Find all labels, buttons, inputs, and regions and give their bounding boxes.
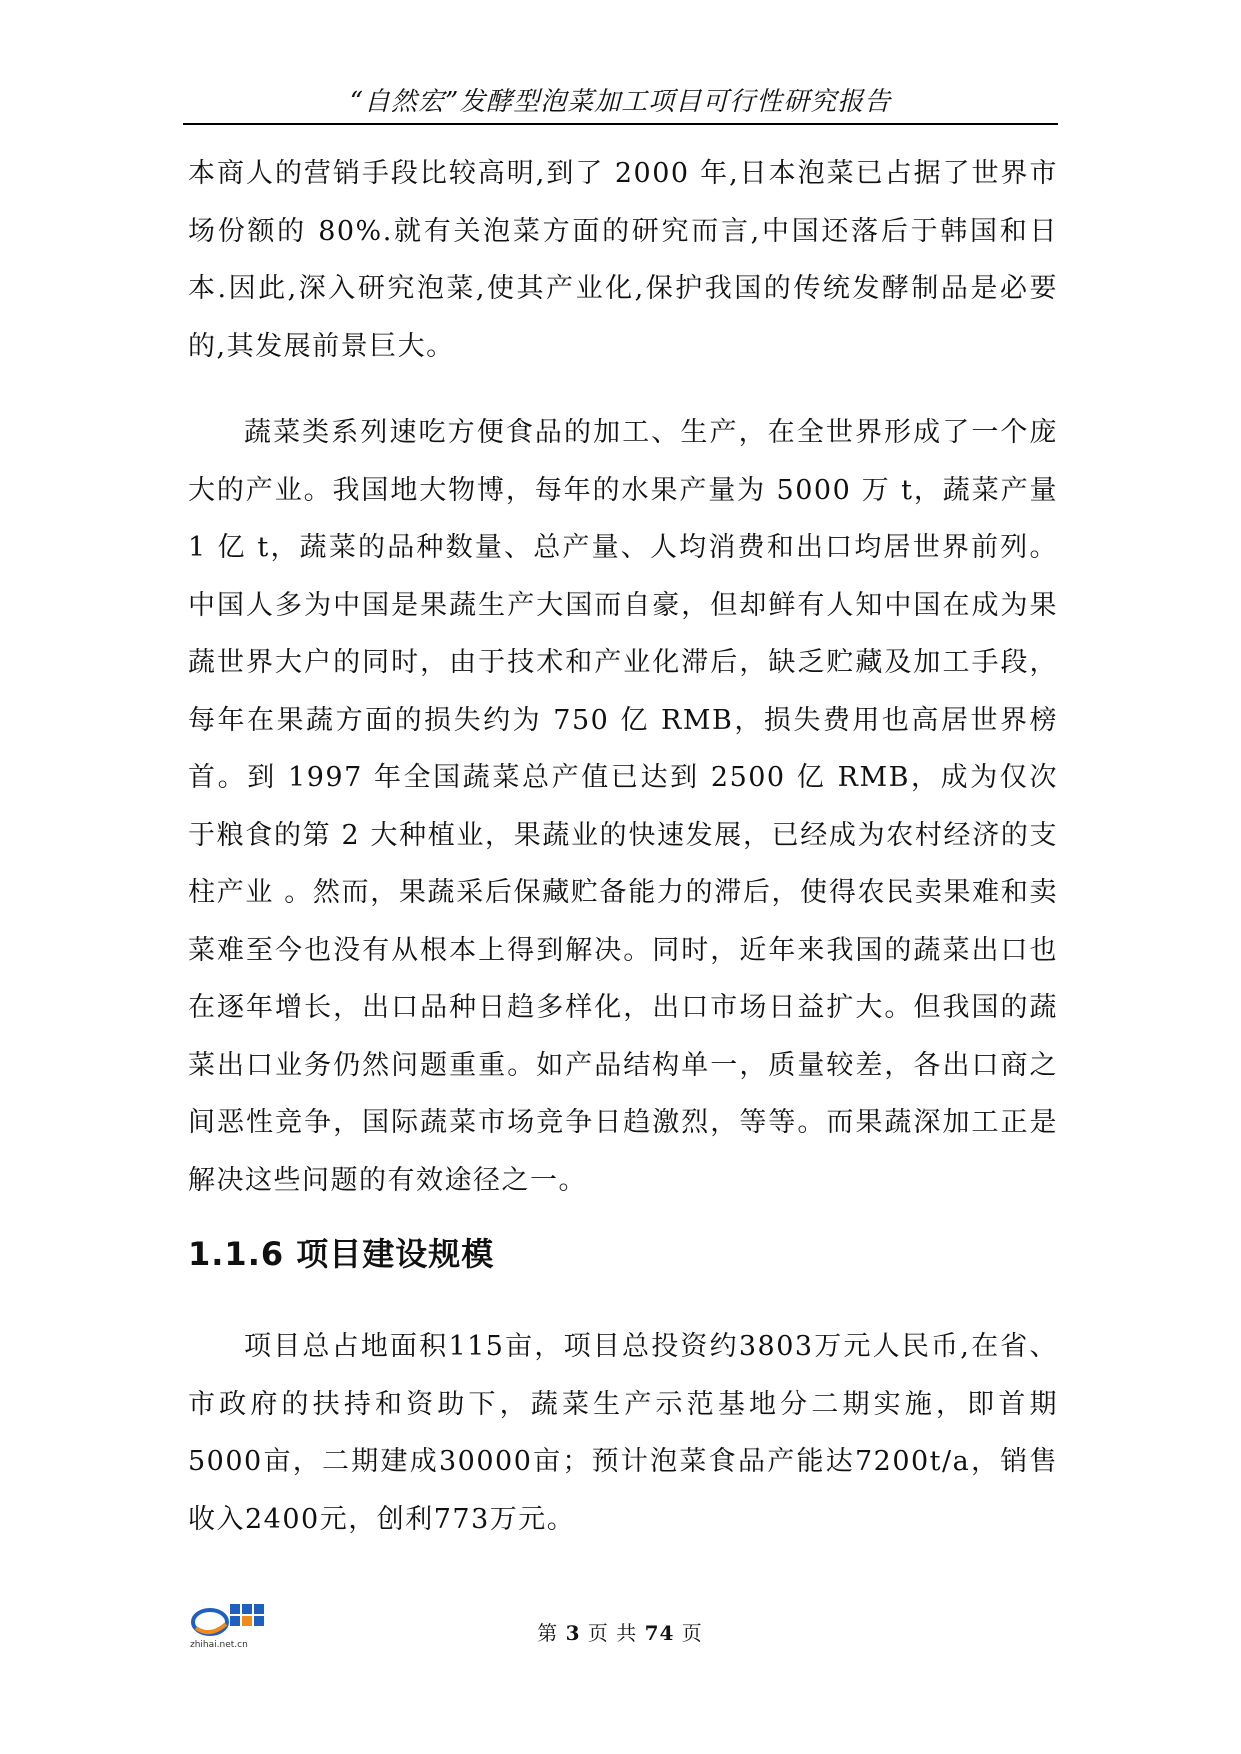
paragraph-vegetable-industry: 蔬菜类系列速吃方便食品的加工、生产，在全世界形成了一个庞大的产业。我国地大物博，每年的水果产量为 5000 万 t，蔬菜产量 1 亿 t，蔬菜的品种数量、总产量、人均消费和出口均居世界前列。中国人多为中国是果蔬生产大国而自豪，但却鲜有人知中国在成为果蔬世界大户的同时，由于技术和产业化滞后，缺乏贮藏及加工手段，每年在果蔬方面的损失约为 750 亿 RMB，损失费用也高居世界榜首。到 1997 年全国蔬菜总产值已达到 2500 亿 RMB，成为仅次于粮食的第 2 大种植业，果蔬业的快速发展，已经成为农村经济的支柱产业 。然而，果蔬采后保藏贮备能力的滞后，使得农民卖果难和卖菜难至今也没有从根本上得到解决。同时，近年来我国的蔬菜出口也在逐年增长，出口品种日趋多样化，出口市场日益扩大。但我国的蔬菜出口业务仍然问题重重。如产品结构单一，质量较差，各出口商之间恶性竞争，国际蔬菜市场竞争日趋激烈，等等。而果蔬深加工正是解决这些问题的有效途径之一。 [188, 417, 1058, 1196]
publisher-logo-icon [190, 1598, 268, 1644]
footer-suffix: 页 [681, 1621, 703, 1645]
footer-middle: 页 共 [587, 1621, 638, 1645]
footer-prefix: 第 [537, 1621, 559, 1645]
current-page-number: 3 [565, 1621, 581, 1645]
header-divider [183, 123, 1058, 125]
total-page-count: 74 [644, 1621, 675, 1645]
paragraph-project-scale: 项目总占地面积115亩，项目总投资约3803万元人民币,在省、市政府的扶持和资助下，蔬菜生产示范基地分二期实施，即首期5000亩，二期建成30000亩；预计泡菜食品产能达7200t/a，销售收入2400元，创利773万元。 [188, 1331, 1058, 1535]
paragraph-intro: 本商人的营销手段比较高明,到了 2000 年,日本泡菜已占据了世界市场份额的 80%.就有关泡菜方面的研究而言,中国还落后于韩国和日本.因此,深入研究泡菜,使其产业化,保护我国的传统发酵制品是必要的,其发展前景巨大。 [188, 158, 1058, 362]
report-header-title: “自然宏”发酵型泡菜加工项目可行性研究报告 [349, 87, 892, 117]
page-number-footer [440, 1618, 800, 1648]
publisher-logo-text: zhihai.net.cn [190, 1640, 248, 1650]
section-heading: 1.1.6 项目建设规模 [188, 1235, 495, 1273]
